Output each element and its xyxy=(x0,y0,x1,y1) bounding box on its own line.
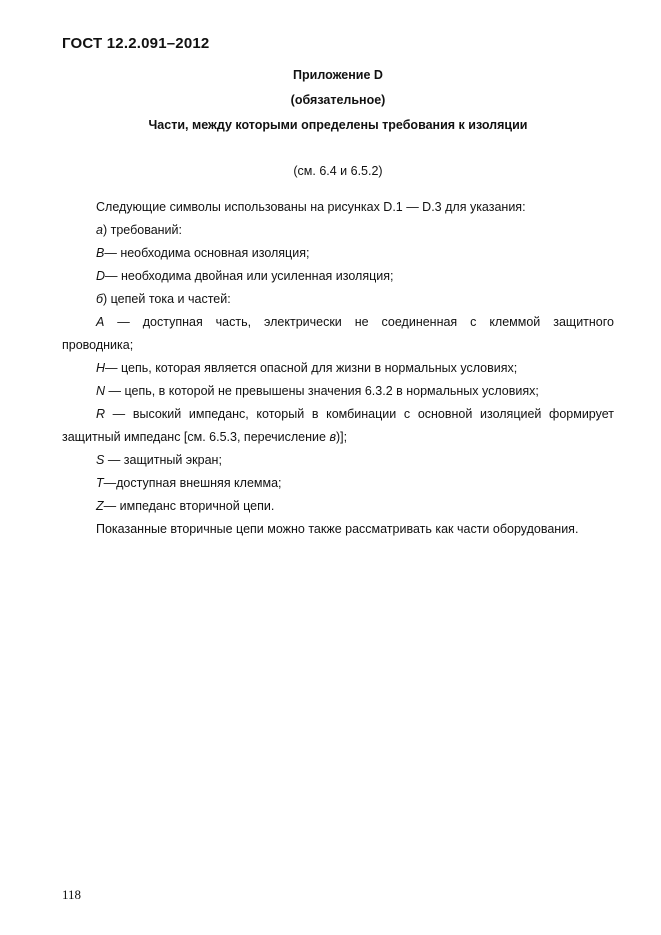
symbol-b-text: — необходима основная изоляция; xyxy=(104,246,310,260)
list-item-b xyxy=(62,288,614,311)
appendix-status: (обязательное) xyxy=(290,93,386,107)
symbol-r: R xyxy=(96,407,106,421)
symbol-r-text-line2b: )]; xyxy=(335,430,348,444)
symbol-r-text-line2-italic: в xyxy=(329,430,336,444)
symbol-r-definition-line2 xyxy=(62,426,614,449)
closing-text: Показанные вторичные цепи можно также рассматривать как части оборудования. xyxy=(96,522,579,536)
closing-paragraph xyxy=(62,518,614,541)
symbol-b: B xyxy=(96,246,105,260)
symbol-d: D xyxy=(96,269,106,283)
symbol-t: T xyxy=(96,476,104,490)
symbol-s-definition xyxy=(62,449,614,472)
list-item-a xyxy=(62,219,614,242)
symbol-z-definition xyxy=(62,495,614,518)
symbol-a-definition-line2 xyxy=(62,334,614,357)
symbol-a-text-line2: проводника; xyxy=(62,338,134,352)
symbol-d-definition xyxy=(62,265,614,288)
symbol-h: H xyxy=(96,361,106,375)
symbol-t-definition xyxy=(62,472,614,495)
document-standard-header: ГОСТ 12.2.091–2012 xyxy=(62,35,210,52)
symbol-h-definition xyxy=(62,357,614,380)
appendix-title: Приложение D xyxy=(293,68,383,82)
item-b-letter: б xyxy=(96,292,104,306)
symbol-a-text-line1: — доступная часть, электрически не соединенная с клеммой защитного xyxy=(104,315,614,329)
symbol-t-text: —доступная внешняя клемма; xyxy=(103,476,282,490)
symbol-a: A xyxy=(96,315,105,329)
symbol-s-text: — защитный экран; xyxy=(104,453,222,467)
symbol-n: N xyxy=(96,384,106,398)
item-a-text: ) требований: xyxy=(102,223,182,237)
symbol-a-definition-line1 xyxy=(62,311,614,334)
symbol-r-text-line1: — высокий импеданс, который в комбинации с основной изоляцией формирует xyxy=(105,407,614,421)
page-number: 118 xyxy=(62,887,82,902)
symbol-s: S xyxy=(96,453,105,467)
intro-text: Следующие символы использованы на рисунках D.1 — D.3 для указания: xyxy=(96,200,526,214)
appendix-reference: (см. 6.4 и 6.5.2) xyxy=(293,164,383,178)
symbol-z-text: — импеданс вторичной цепи. xyxy=(103,499,275,513)
symbol-b-definition xyxy=(62,242,614,265)
symbol-d-text: — необходима двойная или усиленная изоляция; xyxy=(105,269,394,283)
symbol-h-text: — цепь, которая является опасной для жизни в нормальных условиях; xyxy=(105,361,518,375)
symbol-z: Z xyxy=(96,499,104,513)
symbol-n-definition xyxy=(62,380,614,403)
intro-paragraph xyxy=(62,196,614,219)
symbol-r-definition-line1 xyxy=(62,403,614,426)
item-a-letter: а xyxy=(96,223,103,237)
symbol-n-text: — цепь, в которой не превышены значения 6.3.2 в нормальных условиях; xyxy=(105,384,539,398)
appendix-heading: Части, между которыми определены требования к изоляции xyxy=(148,118,528,132)
item-b-text: ) цепей тока и частей: xyxy=(103,292,231,306)
symbol-r-text-line2a: защитный импеданс [см. 6.5.3, перечисление xyxy=(62,430,330,444)
